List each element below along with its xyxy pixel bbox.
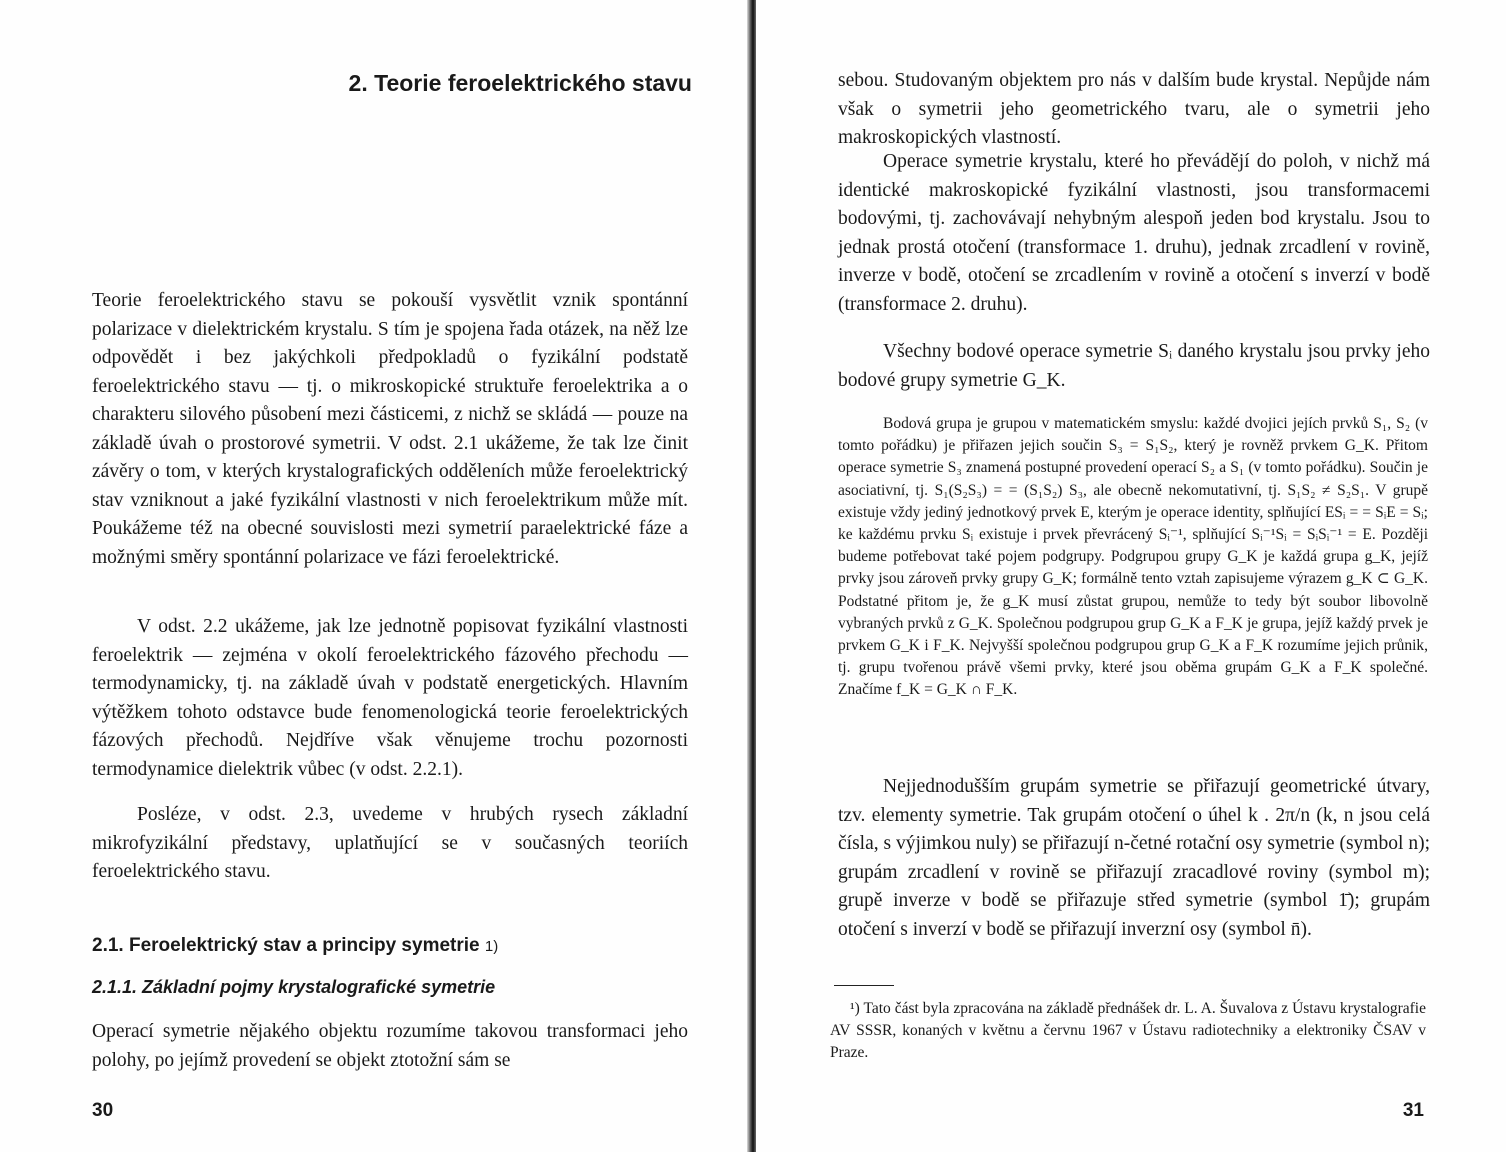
right-page xyxy=(756,0,1506,1152)
footnote-rule xyxy=(834,985,894,986)
section-heading-text: 2.1. Feroelektrický stav a principy symetrie xyxy=(92,935,480,956)
footnote: ¹) Tato část byla zpracována na základě přednášek dr. L. A. Šuvalova z Ústavu krystalografie AV SSSR, konaných v květnu a červnu 1967 v Ústavu radiotechniky a elektroniky ČSAV v Praze. xyxy=(830,1000,1426,1062)
paragraph-2-3: Posléze, v odst. 2.3, uvedeme v hrubých rysech základní mikrofyzikální představy, uplatňující se v současných teoriích feroelektrického stavu. xyxy=(92,804,688,882)
continuation-paragraph: sebou. Studovaným objektem pro nás v dalším bude krystal. Nepůjde nám však o symetrii jeho geometrického tvaru, ale o symetrii jeho makroskopických vlastností. xyxy=(838,70,1430,148)
small-print-note: Bodová grupa je grupou v matematickém smyslu: každé dvojici jejích prvků S₁, S₂ (v tomto pořádku) je přiřazen jejich součin S₃ = S₁S₂, který je rovněž prvkem G_K. Přitom operace symetrie S₃ znamená postupné provedení operací S₂ a S₁ (v tomto pořádku). Součin je asociativní, tj. S₁(S₂S₃) = = (S₁S₂) S₃, ale obecně nekomutativní, tj. S₁S₂ ≠ S₂S₁. V grupě existuje vždy jediný jednotkový prvek E, kterým je operace identity, splňující ESᵢ = = SᵢE = Sᵢ; ke každému prvku Sᵢ existuje i prvek převrácený Sᵢ⁻¹, splňující Sᵢ⁻¹Sᵢ = SᵢSᵢ⁻¹ = E. Později budeme potřebovat také pojem podgrupy. Podgrupou grupy G_K je každá grupa g_K, jejíž prvky jsou zároveň prvky grupy G_K; formálně tento vztah zapisujeme výrazem g_K ⊂ G_K. Podstatné přitom je, že g_K musí zůstat grupou, nemůže to tedy být soubor libovolně vybraných prvků z G_K. Společnou podgrupou grup G_K a F_K je grupa, jejíž každý prvek je prvkem G_K i F_K. Nejvyšší společnou podgrupou grup G_K a F_K rozumíme jejich průnik, tj. grupu tvořenou právě všemi prvky, které jsou oběma grupám G_K a F_K společné. Značíme f_K = G_K ∩ F_K. xyxy=(838,415,1428,699)
section-heading xyxy=(92,935,498,957)
left-page xyxy=(0,0,750,1152)
intro-paragraph: Teorie feroelektrického stavu se pokouší vysvětlit vznik spontánní polarizace v dielektrickém krystalu. S tím je spojena řada otázek, na něž lze odpovědět i bez jakýchkoli předpokladů o fyzikální podstatě feroelektrického stavu — tj. o mikroskopické struktuře feroelektrika a o charakteru silového působení mezi částicemi, z nichž se skládá — pouze na základě úvah o prostorové symetrii. V odst. 2.1 ukážeme, že tak lze činit závěry o tom, v kterých krystalografických odděleních může feroelektrický stav vzniknout a jaké fyzikální vlastnosti v nich feroelektrikum může mít. Poukážeme též na obecné souvislosti mezi symetrií paraelektrické fáze a možnými směry spontánní polarizace ve fázi feroelektrické. xyxy=(92,290,688,568)
point-group-paragraph: Všechny bodové operace symetrie Sᵢ daného krystalu jsou prvky jeho bodové grupy symetrie G_K. xyxy=(838,341,1430,391)
paragraph-2-2: V odst. 2.2 ukážeme, jak lze jednotně popisovat fyzikální vlastnosti feroelektrik — zejména v okolí feroelektrického fázového přechodu — termodynamicky, tj. na základě úvah v podstatě energetických. Hlavním výtěžkem tohoto odstavce bude fenomenologická teorie feroelektrických fázových přechodů. Nejdříve však věnujeme trochu pozornosti termodynamice dielektrik vůbec (v odst. 2.2.1). xyxy=(92,616,688,780)
page-number-left: 30 xyxy=(92,1100,114,1121)
page-number-right: 31 xyxy=(1402,1100,1424,1121)
footnote-mark: 1) xyxy=(484,938,499,955)
symmetry-elements-paragraph: Nejjednodušším grupám symetrie se přiřazují geometrické útvary, tzv. elementy symetrie. Tak grupám otočení o úhel k . 2π/n (k, n jsou celá čísla, s výjimkou nuly) se přiřazují n-četné rotační osy symetrie (symbol n); grupám zrcadlení v rovině se přiřazují zracadlové roviny (symbol m); grupě inverze v bodě se přiřazuje střed symetrie (symbol 1̄); grupám otočení s inverzí v bodě se přiřazují inverzní osy (symbol n̄). xyxy=(838,776,1430,940)
subsection-heading: 2.1.1. Základní pojmy krystalografické symetrie xyxy=(92,977,496,997)
symmetry-operation-paragraph: Operací symetrie nějakého objektu rozumíme takovou transformaci jeho polohy, po jejímž provedení se objekt ztotožní sám se xyxy=(92,1021,688,1071)
point-transformations-paragraph: Operace symetrie krystalu, které ho převádějí do poloh, v nichž má identické makroskopické fyzikální vlastnosti, jsou transformacemi bodovými, tj. zachovávají nehybným alespoň jeden bod krystalu. Jsou to jednak prostá otočení (transformace 1. druhu), jednak zrcadlení v rovině, inverze v bodě, otočení se zrcadlením v rovině a otočení s inverzí v bodě (transformace 2. druhu). xyxy=(838,151,1430,315)
chapter-title: 2. Teorie feroelektrického stavu xyxy=(348,70,692,96)
